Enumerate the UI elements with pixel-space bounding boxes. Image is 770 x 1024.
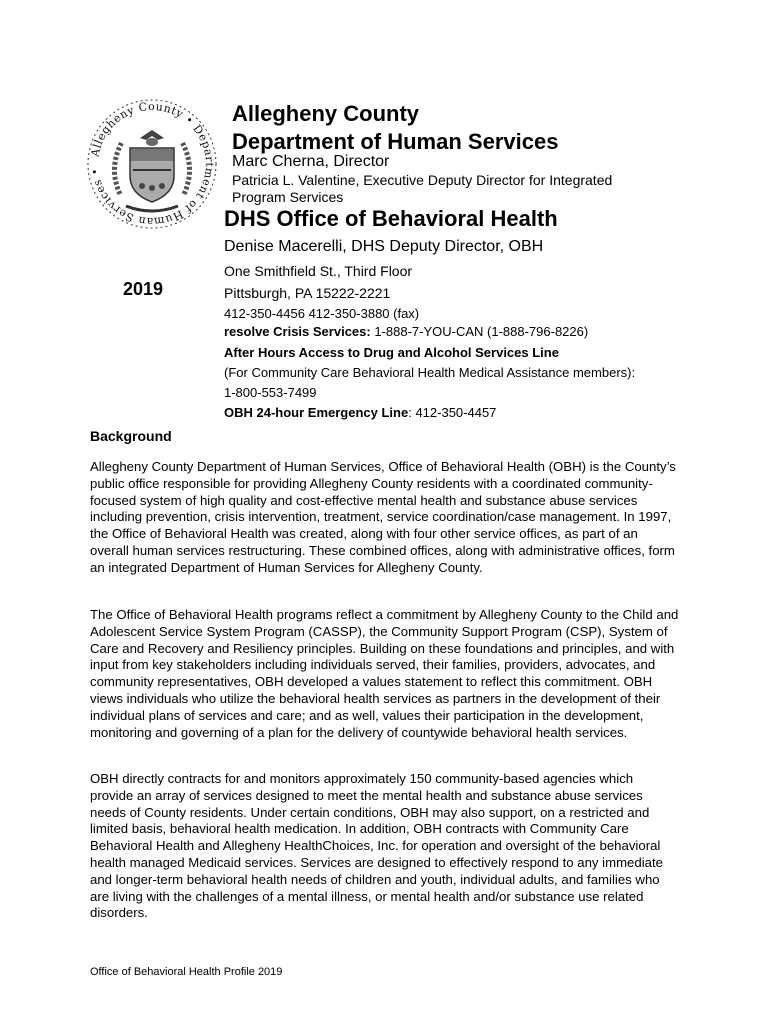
resolve-crisis-line — [224, 324, 588, 339]
office-title: DHS Office of Behavioral Health — [224, 206, 558, 231]
svg-text:Allegheny County • Department: Allegheny County • Department of Human Services • — [88, 99, 217, 229]
resolve-crisis-label: resolve Crisis Services: — [224, 324, 371, 339]
background-paragraph-2: The Office of Behavioral Health programs reflect a commitment by Allegheny County to the Child and Adolescent Service System Program (CASSP), the Community Support Program (CSP), System of Care and Recovery and Resiliency principles. Building on these foundations and principles, and with input from key stakeholders including individuals served, their families, providers, advocates, and community representatives, OBH developed a values statement to reflect this commitment. OBH views individuals who utilize the behavioral health services as partners in the development of their individual plans of services and care; and as well, values their participation in the development, monitoring and governing of a plan for the delivery of countywide behavioral health services. — [90, 607, 679, 740]
executive-deputy — [232, 172, 672, 206]
county-name: Allegheny County — [232, 101, 420, 126]
county-seal-graphic — [86, 98, 218, 230]
resolve-crisis-number: 1-888-7-YOU-CAN (1-888-796-8226) — [370, 324, 589, 339]
background-heading: Background — [90, 428, 172, 444]
executive-deputy-line2: Program Services — [232, 189, 344, 205]
after-hours-line: After Hours Access to Drug and Alcohol Services Line — [224, 345, 559, 360]
ccbh-phone: 1-800-553-7499 — [224, 385, 317, 400]
profile-year: 2019 — [123, 279, 164, 299]
background-paragraph-1: Allegheny County Department of Human Services, Office of Behavioral Health (OBH) is the County’s public office responsible for providing Allegheny County residents with a coordinated community-focused system of high quality and cost-effective mental health and substance abuse services including prevention, crisis intervention, treatment, service coordination/case management. In 1997, the Office of Behavioral Health was created, along with four other service offices, as part of an overall human services restructuring. These combined offices, along with administrative offices, form an integrated Department of Human Services for Allegheny County. — [90, 459, 676, 575]
page-footer: Office of Behavioral Health Profile 2019 — [90, 966, 283, 978]
ccbh-note: (For Community Care Behavioral Health Medical Assistance members): — [224, 365, 636, 380]
county-seal-logo — [86, 98, 218, 230]
deputy-director: Denise Macerelli, DHS Deputy Director, OBH — [224, 238, 544, 255]
emergency-line — [224, 405, 496, 420]
emergency-line-number: : 412-350-4457 — [408, 405, 497, 420]
phone-numbers: 412-350-4456 412-350-3880 (fax) — [224, 306, 420, 321]
department-name: Department of Human Services — [232, 129, 559, 154]
director-name: Marc Cherna, Director — [232, 153, 390, 170]
address-line-2: Pittsburgh, PA 15222-2221 — [224, 285, 391, 301]
address-line-1: One Smithfield St., Third Floor — [224, 263, 413, 279]
emergency-line-label: OBH 24-hour Emergency Line — [224, 405, 409, 420]
executive-deputy-line1: Patricia L. Valentine, Executive Deputy Director for Integrated — [232, 172, 613, 188]
background-paragraph-3: OBH directly contracts for and monitors approximately 150 community-based agencies which provide an array of services designed to meet the mental health and substance abuse services needs of County residents. Under certain conditions, OBH may also support, on a restricted and limited basis, behavioral health medication. In addition, OBH contracts with Community Care Behavioral Health and Allegheny HealthChoices, Inc. for operation and oversight of the behavioral health managed Medicaid services. Services are designed to effectively respond to any immediate and longer-term behavioral health needs of children and youth, individual adults, and families who are living with the challenges of a mental illness, or mental health and/or substance use related disorders. — [90, 771, 663, 921]
